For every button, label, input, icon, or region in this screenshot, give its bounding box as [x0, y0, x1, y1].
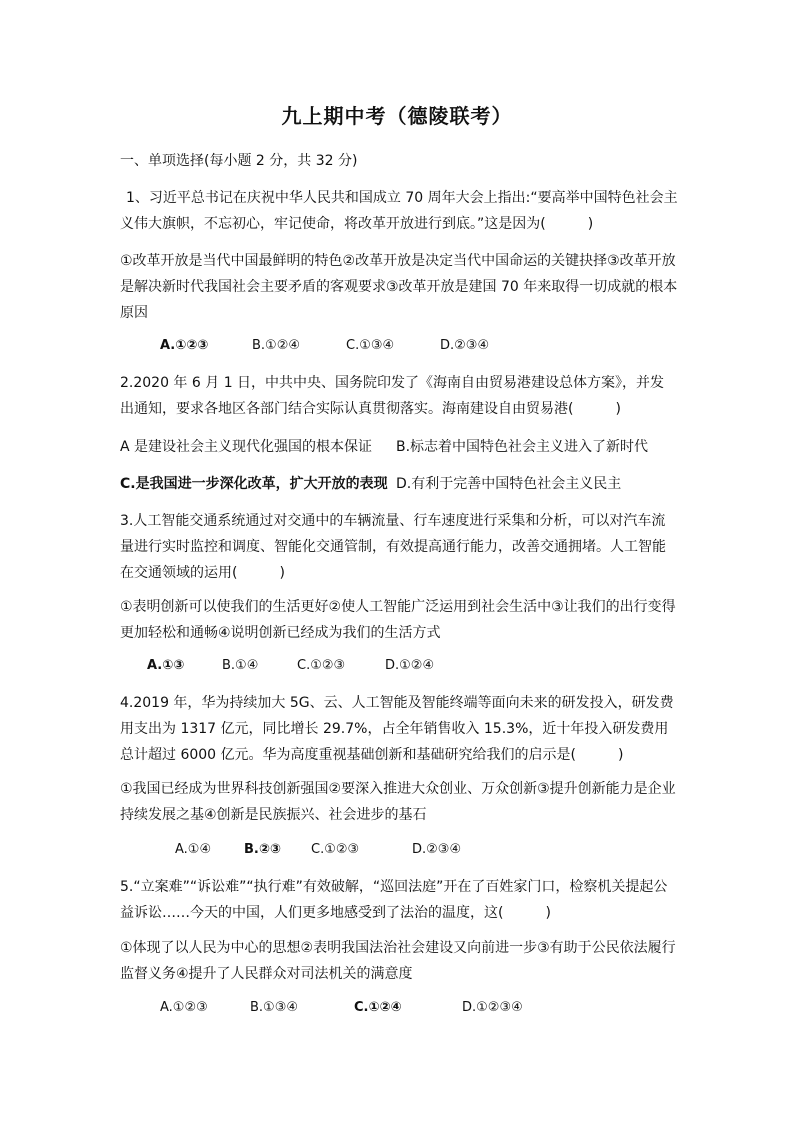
question-2-option-c[interactable]: C.是我国进一步深化改革，扩大开放的表现	[120, 476, 388, 492]
question-4-option-a[interactable]: A.①④	[175, 842, 212, 857]
question-2-option-a[interactable]: A 是建设社会主义现代化强国的根本保证	[120, 439, 373, 455]
question-2-option-b[interactable]: B.标志着中国特色社会主义进入了新时代	[396, 439, 649, 455]
section-heading: 一、单项选择(每小题 2 分，共 32 分)	[120, 153, 358, 169]
question-4-options	[0, 842, 794, 864]
question-1-option-a[interactable]: A.①②③	[160, 338, 209, 353]
question-3-option-d[interactable]: D.①②④	[385, 658, 435, 673]
question-4-option-d[interactable]: D.②③④	[412, 842, 462, 857]
question-4-option-c[interactable]: C.①②③	[311, 842, 360, 857]
question-1-options	[0, 338, 794, 360]
question-2-stem: 2.2020 年 6 月 1 日，中共中央、国务院印发了《海南自由贸易港建设总体方案》，并发出通知，要求各地区各部门结合实际认真贯彻落实。海南建设自由贸易港( )	[120, 375, 665, 417]
question-2-option-d[interactable]: D.有利于完善中国特色社会主义民主	[396, 476, 622, 492]
question-1-option-b[interactable]: B.①②④	[252, 338, 301, 353]
question-5-stem: 5.“立案难”“诉讼难”“执行难”有效破解，“巡回法庭”开在了百姓家门口，检察机关提起公益诉讼……今天的中国，人们更多地感受到了法治的温度，这( )	[120, 879, 668, 921]
question-3-items: ①表明创新可以使我们的生活更好②使人工智能广泛运用到社会生活中③让我们的出行变得更加轻松和通畅④说明创新已经成为我们的生活方式	[120, 599, 676, 641]
question-3-stem: 3.人工智能交通系统通过对交通中的车辆流量、行车速度进行采集和分析，可以对汽车流量进行实时监控和调度、智能化交通管制，有效提高通行能力，改善交通拥堵。人工智能在交通领域的运用( )	[120, 513, 666, 581]
exam-title: 九上期中考（德陵联考）	[281, 104, 513, 128]
question-5-options	[0, 1000, 794, 1022]
question-4-option-b[interactable]: B.②③	[244, 842, 281, 857]
question-3-option-b[interactable]: B.①④	[222, 658, 259, 673]
question-1-items: ①改革开放是当代中国最鲜明的特色②改革开放是决定当代中国命运的关键抉择③改革开放是解决新时代我国社会主要矛盾的客观要求③改革开放是建国 70 年来取得一切成就的根本原因	[120, 253, 678, 321]
question-5-option-c[interactable]: C.①②④	[354, 1000, 402, 1015]
question-4-stem: 4.2019 年，华为持续加大 5G、云、人工智能及智能终端等面向未来的研发投入，研发费用支出为 1317 亿元，同比增长 29.7%，占全年销售收入 15.3%，近十年投入研发费用总计超过 6000 亿元。华为高度重视基础创新和基础研究给我们的启示是( )	[120, 695, 674, 763]
question-5-option-a[interactable]: A.①②③	[160, 1000, 208, 1015]
question-1-stem: 1、习近平总书记在庆祝中华人民共和国成立 70 周年大会上指出:“要高举中国特色社会主义伟大旗帜，不忘初心，牢记使命，将改革开放进行到底。”这是因为( )	[120, 190, 678, 232]
question-5-option-b[interactable]: B.①③④	[250, 1000, 299, 1015]
question-3-option-c[interactable]: C.①②③	[297, 658, 346, 673]
question-3-option-a[interactable]: A.①③	[147, 658, 185, 673]
question-5-items: ①体现了以人民为中心的思想②表明我国法治社会建设又向前进一步③有助于公民依法履行监督义务④提升了人民群众对司法机关的满意度	[120, 940, 676, 982]
question-1-option-d[interactable]: D.②③④	[440, 338, 490, 353]
question-1-option-c[interactable]: C.①③④	[346, 338, 395, 353]
question-4-items: ①我国已经成为世界科技创新强国②要深入推进大众创业、万众创新③提升创新能力是企业持续发展之基④创新是民族振兴、社会进步的基石	[120, 781, 676, 823]
question-5-option-d[interactable]: D.①②③④	[462, 1000, 523, 1015]
question-3-options	[0, 658, 794, 680]
